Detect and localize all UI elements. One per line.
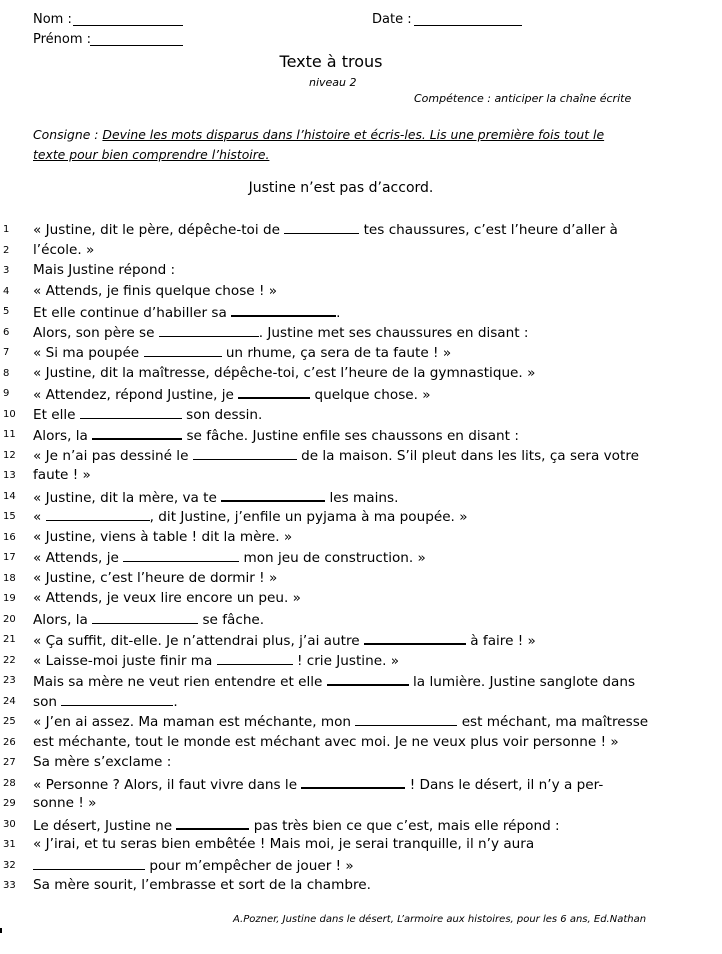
story-line [33, 652, 399, 669]
story-line-text: « [33, 509, 46, 525]
line-number: 33 [3, 880, 16, 891]
instructions-text-1: Devine les mots disparus dans l’histoire et écris-les. Lis une première fois tout le [102, 127, 605, 142]
line-number: 31 [3, 839, 16, 850]
answer-blank-11[interactable] [123, 549, 239, 562]
story-line-text: l’école. » [33, 241, 95, 258]
story-line [33, 549, 426, 566]
line-number: 13 [3, 470, 16, 481]
name-label: Nom : [33, 12, 72, 27]
story-line [33, 693, 178, 710]
story-line [33, 344, 451, 361]
answer-blank-13[interactable] [364, 631, 466, 645]
line-number: 14 [3, 490, 16, 502]
story-line-text: se fâche. [198, 611, 265, 628]
answer-blank-1[interactable] [284, 221, 359, 234]
story-line-text: « Justine, dit la maîtresse, dépêche-toi, c’est l’heure de la gymnastique. » [33, 364, 536, 381]
line-number: 15 [3, 511, 16, 522]
answer-blank-15[interactable] [327, 672, 409, 686]
line-number: 27 [3, 757, 16, 768]
date-field[interactable] [414, 25, 522, 26]
story-line-text: « Justine, dit le père, dépêche-toi de [33, 222, 285, 238]
answer-blank-16[interactable] [61, 693, 173, 706]
story-line-text: de la maison. S’il pleut dans les lits, ça sera votre [296, 447, 639, 464]
story-line [33, 262, 175, 278]
story-title: Justine n’est pas d’accord. [248, 180, 434, 196]
line-number: 19 [3, 593, 16, 604]
story-line-text: Sa mère sourit, l’embrasse et sort de la chambre. [33, 877, 371, 893]
answer-blank-6[interactable] [80, 406, 182, 419]
story-line-text: « Attends, je [33, 550, 124, 566]
story-line-text: sonne ! » [33, 795, 97, 811]
story-line [33, 221, 618, 238]
story-line [33, 467, 91, 483]
story-line-text: , dit Justine, j’enfile un pyjama à ma poupée. » [149, 509, 468, 525]
competence-label: Compétence : anticiper la chaîne écrite [414, 92, 632, 105]
story-line-text: quelque chose. » [310, 387, 431, 403]
answer-blank-14[interactable] [217, 652, 293, 665]
answer-blank-3[interactable] [159, 324, 259, 337]
answer-blank-9[interactable] [221, 488, 325, 502]
story-line-text: « Justine, c’est l’heure de dormir ! » [33, 569, 278, 586]
story-line-text: à faire ! » [465, 633, 536, 649]
line-number: 7 [3, 347, 10, 358]
answer-blank-18[interactable] [301, 775, 405, 789]
story-line-text: « Attends, je finis quelque chose ! » [33, 282, 278, 299]
story-line-text: Mais sa mère ne veut rien entendre et elle [33, 674, 327, 690]
line-number: 10 [3, 408, 16, 420]
story-line-text: Alors, son père se [33, 324, 159, 341]
line-number: 12 [3, 449, 16, 461]
line-number: 23 [3, 675, 16, 686]
line-number: 1 [3, 224, 10, 235]
line-number: 20 [3, 613, 16, 625]
story-line-text: « Attends, je veux lire encore un peu. » [33, 590, 301, 606]
story-line-text: Et elle continue d’habiller sa [33, 305, 232, 321]
story-line [33, 775, 603, 793]
story-line [33, 713, 648, 730]
answer-blank-10[interactable] [46, 508, 150, 521]
answer-blank-5[interactable] [238, 385, 310, 399]
story-line [33, 590, 301, 606]
story-line-text: les mains. [325, 489, 399, 506]
source-citation: A.Pozner, Justine dans le désert, L’armoire aux histoires, pour les 6 ans, Ed.Nathan [233, 914, 647, 925]
story-line-text: Sa mère s’exclame : [33, 754, 172, 770]
story-line-text: Mais Justine répond : [33, 262, 176, 278]
answer-blank-7[interactable] [92, 426, 182, 440]
story-line [33, 488, 398, 506]
story-line [33, 508, 468, 525]
story-line-text: la lumière. Justine sanglote dans [408, 674, 636, 690]
line-number: 17 [3, 552, 16, 563]
story-line-text: . [336, 305, 341, 321]
story-line-text: faute ! » [33, 467, 91, 483]
story-line-text: « Si ma poupée [33, 345, 144, 361]
answer-blank-8[interactable] [193, 447, 297, 460]
line-number: 32 [3, 859, 16, 871]
story-line-text: « J’irai, et tu seras bien embêtée ! Mais moi, je serai tranquille, il n’y aura [33, 836, 535, 852]
story-line [33, 447, 639, 464]
story-line [33, 754, 171, 770]
line-number: 8 [3, 367, 10, 379]
instructions-label: Consigne : [33, 127, 99, 142]
story-line-text: son dessin. [181, 406, 263, 423]
story-line-text: « Attendez, répond Justine, je [33, 387, 239, 403]
story-line-text: pour m’empêcher de jouer ! » [145, 857, 354, 874]
name-field[interactable] [73, 25, 183, 26]
worksheet-title: Texte à trous [279, 52, 383, 71]
story-line-text: « Justine, dit la mère, va te [33, 489, 222, 506]
story-line-text: « J’en ai assez. Ma maman est méchante, mon [33, 714, 356, 730]
story-line-text: se fâche. Justine enfile ses chaussons en disant : [182, 428, 519, 444]
story-line-text: tes chaussures, c’est l’heure d’aller à [359, 222, 618, 238]
story-line-text: « Laisse-moi juste finir ma [33, 652, 217, 669]
line-number: 11 [3, 429, 16, 440]
answer-blank-2[interactable] [231, 303, 336, 317]
line-number: 26 [3, 736, 16, 748]
story-line [33, 303, 340, 321]
story-line-text: « Justine, viens à table ! dit la mère. » [33, 528, 293, 545]
story-line-text: Le désert, Justine ne [33, 817, 177, 834]
story-line [33, 631, 536, 649]
story-line [33, 406, 262, 423]
line-number: 4 [3, 285, 10, 297]
line-number: 29 [3, 798, 16, 809]
story-line [33, 385, 431, 403]
answer-blank-17[interactable] [355, 713, 457, 726]
line-number: 25 [3, 716, 16, 727]
story-line-text: est méchant, ma maîtresse [457, 714, 649, 730]
story-line [33, 611, 264, 628]
instructions-text-2: texte pour bien comprendre l’histoire. [33, 147, 270, 162]
line-number: 6 [3, 326, 10, 338]
story-line [33, 816, 560, 834]
story-line-text: son [33, 693, 62, 710]
story-line [33, 877, 371, 893]
story-line-text: « Je n’ai pas dessiné le [33, 447, 193, 464]
line-number: 18 [3, 572, 16, 584]
firstname-field[interactable] [90, 45, 183, 46]
line-number: 3 [3, 265, 10, 276]
story-line-text: . Justine met ses chaussures en disant : [258, 324, 529, 341]
story-line-text: pas très bien ce que c’est, mais elle répond : [249, 817, 560, 834]
answer-blank-4[interactable] [144, 344, 222, 357]
story-line [33, 857, 354, 874]
line-number: 28 [3, 777, 16, 789]
story-line [33, 529, 292, 545]
firstname-label: Prénom : [33, 32, 92, 47]
answer-blank-12[interactable] [92, 611, 198, 624]
story-line [33, 672, 635, 690]
story-line-text: Et elle [33, 406, 80, 423]
story-line-text: ! Dans le désert, il n’y a per- [405, 776, 604, 793]
line-number: 22 [3, 654, 16, 666]
story-line [33, 365, 535, 381]
story-line [33, 426, 519, 444]
story-line-text: Alors, la [33, 611, 93, 628]
line-number: 21 [3, 634, 16, 645]
story-line-text: . [173, 693, 178, 710]
story-line [33, 570, 277, 586]
answer-blank-19[interactable] [176, 816, 249, 830]
date-label: Date : [372, 12, 412, 27]
story-line [33, 836, 534, 852]
story-line-text: un rhume, ça sera de ta faute ! » [221, 345, 452, 361]
margin-mark [0, 928, 2, 933]
line-number: 9 [3, 388, 10, 399]
story-line [33, 324, 528, 341]
instructions [33, 125, 604, 165]
story-line [33, 795, 96, 811]
story-line-text: mon jeu de construction. » [239, 550, 426, 566]
story-line-text: est méchante, tout le monde est méchant avec moi. Je ne veux plus voir personne ! » [33, 733, 619, 750]
level-label: niveau 2 [309, 76, 357, 89]
line-number: 2 [3, 244, 10, 256]
story-line [33, 734, 619, 750]
story-line-text: Alors, la [33, 428, 93, 444]
story-line [33, 242, 94, 258]
line-number: 5 [3, 306, 10, 317]
story-line-text: « Ça suffit, dit-elle. Je n’attendrai plus, j’ai autre [33, 633, 364, 649]
story-line-text: « Personne ? Alors, il faut vivre dans le [33, 776, 302, 793]
answer-blank-20[interactable] [33, 857, 145, 870]
line-number: 30 [3, 818, 16, 830]
story-line [33, 283, 277, 299]
line-number: 24 [3, 695, 16, 707]
story-line-text: ! crie Justine. » [292, 652, 400, 669]
line-number: 16 [3, 531, 16, 543]
